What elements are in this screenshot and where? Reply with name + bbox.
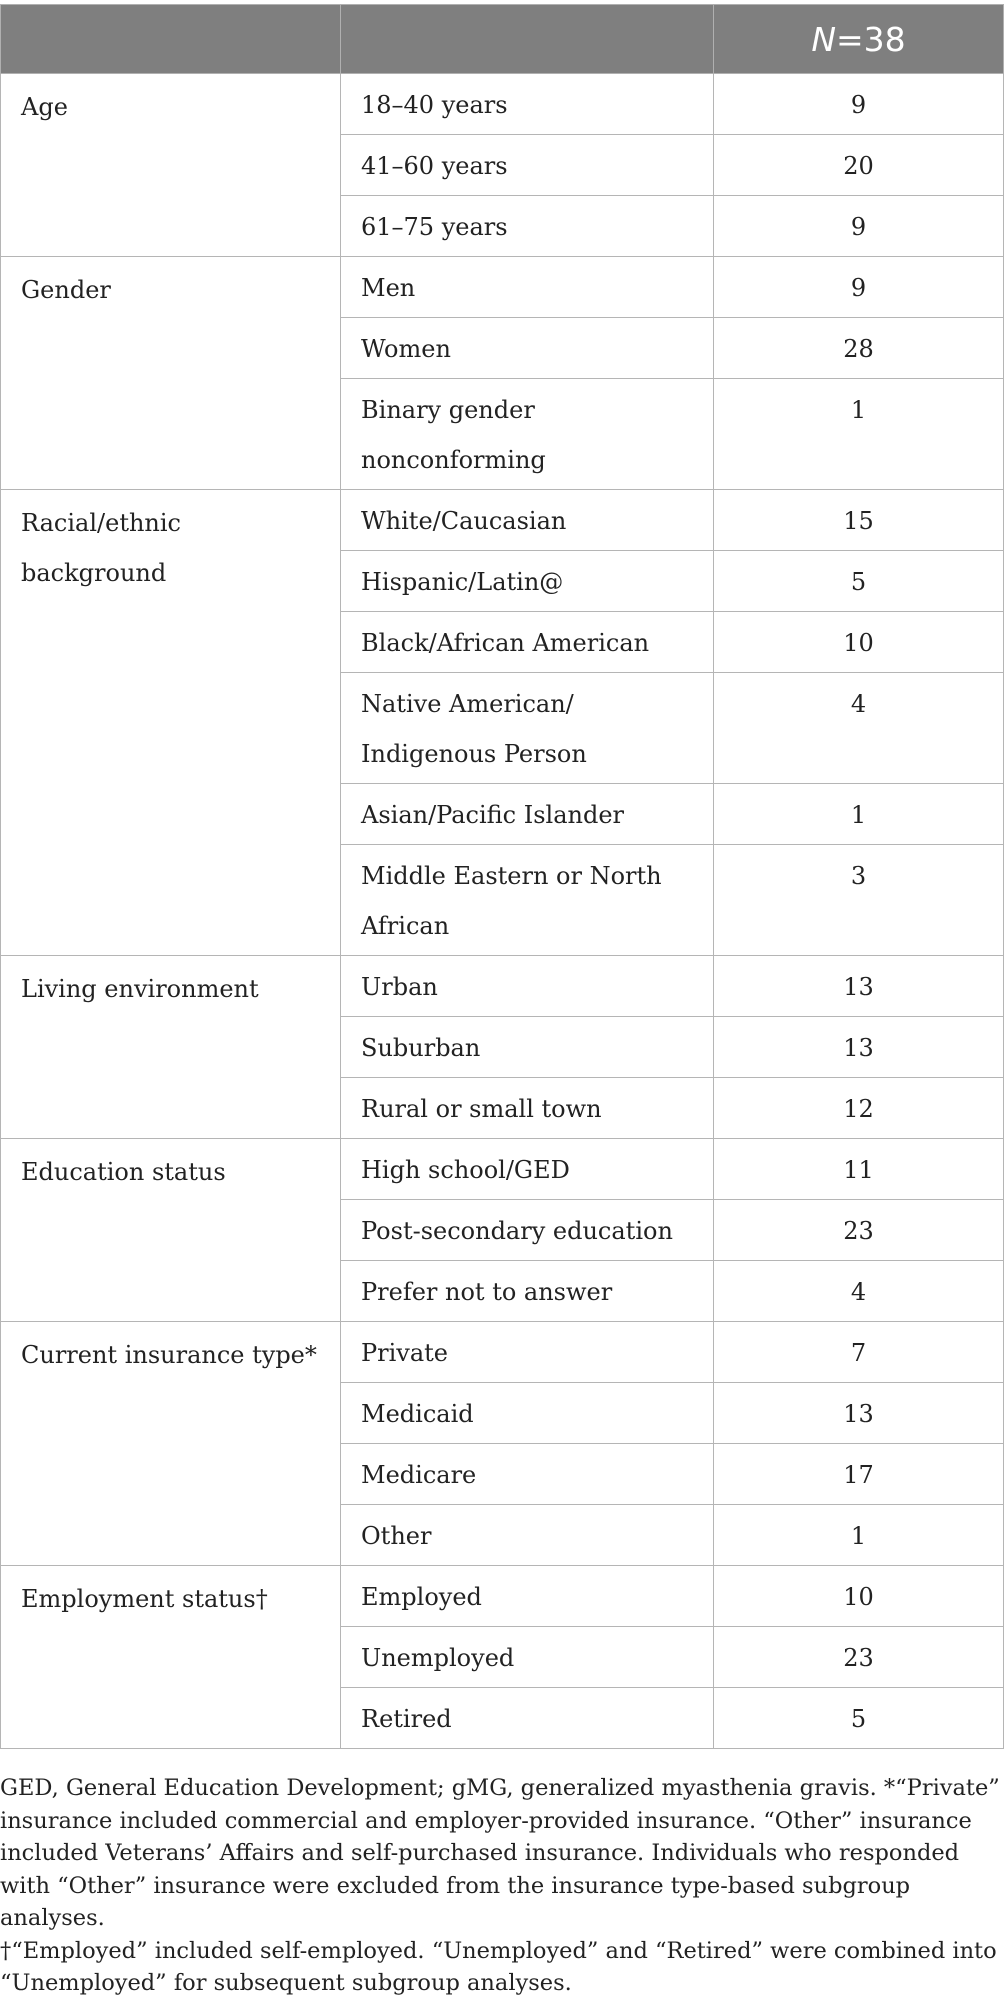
- count-cell: [714, 1444, 1004, 1505]
- subcategory-label: High school/GED: [361, 1156, 570, 1184]
- subcategory-cell: [341, 196, 714, 257]
- table-row: [1, 74, 1004, 135]
- subcategory-label: 18–40 years: [361, 91, 508, 119]
- header-n-label: N: [811, 19, 837, 59]
- category-cell: [1, 74, 341, 257]
- subcategory-label: Middle Eastern or North African: [361, 862, 662, 940]
- subcategory-label: Unemployed: [361, 1644, 515, 1672]
- count-value: 3: [850, 862, 867, 890]
- category-label: Education status: [21, 1158, 226, 1186]
- subcategory-cell: [341, 1383, 714, 1444]
- count-value: 28: [843, 335, 874, 363]
- category-cell: [1, 1322, 341, 1566]
- count-cell: [714, 1200, 1004, 1261]
- table-footnotes: [0, 1772, 1000, 2000]
- count-cell: [714, 551, 1004, 612]
- subcategory-label: 41–60 years: [361, 152, 508, 180]
- subcategory-cell: [341, 257, 714, 318]
- count-cell: [714, 1261, 1004, 1322]
- count-value: 1: [850, 1522, 867, 1550]
- subcategory-cell: [341, 1322, 714, 1383]
- subcategory-label: Post-secondary education: [361, 1217, 673, 1245]
- subcategory-label: Women: [361, 335, 451, 363]
- subcategory-label: Rural or small town: [361, 1095, 602, 1123]
- subcategory-label: 61–75 years: [361, 213, 508, 241]
- subcategory-cell: [341, 318, 714, 379]
- header-category: [1, 5, 341, 74]
- count-value: 20: [843, 152, 874, 180]
- footnote: †“Employed” included self-employed. “Unemployed” and “Retired” were combined into “Unemployed” for subsequent subgroup analyses.: [0, 1937, 997, 1996]
- count-cell: [714, 1627, 1004, 1688]
- category-cell: [1, 956, 341, 1139]
- count-value: 1: [850, 801, 867, 829]
- subcategory-cell: [341, 74, 714, 135]
- category-cell: [1, 1566, 341, 1749]
- header-n-value: =38: [836, 19, 906, 59]
- subcategory-label: White/Caucasian: [361, 507, 567, 535]
- subcategory-cell: [341, 379, 714, 490]
- subcategory-label: Asian/Pacific Islander: [361, 801, 625, 829]
- subcategory-cell: [341, 956, 714, 1017]
- footnote: GED, General Education Development; gMG, generalized myasthenia gravis. *“Private” insurance included commercial and employer-provided insurance. “Other” insurance included Veterans’ Affairs and self-purchased insurance. Individuals who responded with “Other” insurance were excluded from the insurance type-based subgroup analyses.: [0, 1775, 1000, 1931]
- count-cell: [714, 1383, 1004, 1444]
- subcategory-label: Medicaid: [361, 1400, 474, 1428]
- count-cell: [714, 257, 1004, 318]
- table-body: [1, 74, 1004, 1749]
- category-label: Racial/ethnic background: [21, 509, 181, 587]
- table-row: [1, 1139, 1004, 1200]
- subcategory-label: Binary gender nonconforming: [361, 396, 546, 474]
- count-cell: [714, 1078, 1004, 1139]
- subcategory-cell: [341, 551, 714, 612]
- subcategory-cell: [341, 1566, 714, 1627]
- count-value: 13: [843, 1400, 874, 1428]
- table-row: [1, 956, 1004, 1017]
- count-cell: [714, 74, 1004, 135]
- count-value: 7: [850, 1339, 867, 1367]
- subcategory-label: Urban: [361, 973, 438, 1001]
- subcategory-label: Retired: [361, 1705, 452, 1733]
- subcategory-cell: [341, 845, 714, 956]
- subcategory-cell: [341, 490, 714, 551]
- subcategory-cell: [341, 1444, 714, 1505]
- subcategory-cell: [341, 784, 714, 845]
- count-value: 11: [843, 1156, 874, 1184]
- category-cell: [1, 257, 341, 490]
- count-cell: [714, 784, 1004, 845]
- count-cell: [714, 1688, 1004, 1749]
- count-cell: [714, 1017, 1004, 1078]
- category-label: Living environment: [21, 975, 259, 1003]
- count-cell: [714, 1139, 1004, 1200]
- count-cell: [714, 318, 1004, 379]
- category-cell: [1, 1139, 341, 1322]
- count-value: 1: [850, 396, 867, 424]
- subcategory-label: Black/African American: [361, 629, 650, 657]
- subcategory-cell: [341, 1139, 714, 1200]
- count-cell: [714, 956, 1004, 1017]
- count-value: 13: [843, 973, 874, 1001]
- count-cell: [714, 490, 1004, 551]
- subcategory-cell: [341, 673, 714, 784]
- count-value: 9: [850, 274, 867, 302]
- count-value: 13: [843, 1034, 874, 1062]
- category-label: Age: [21, 93, 68, 121]
- subcategory-cell: [341, 1017, 714, 1078]
- count-cell: [714, 1505, 1004, 1566]
- table-row: [1, 1322, 1004, 1383]
- count-cell: [714, 1566, 1004, 1627]
- count-value: 15: [843, 507, 874, 535]
- subcategory-label: Other: [361, 1522, 432, 1550]
- count-value: 10: [843, 1583, 874, 1611]
- count-cell: [714, 196, 1004, 257]
- subcategory-label: Private: [361, 1339, 449, 1367]
- table-row: [1, 1566, 1004, 1627]
- subcategory-cell: [341, 1200, 714, 1261]
- category-cell: [1, 490, 341, 956]
- subcategory-label: Suburban: [361, 1034, 481, 1062]
- table-row: [1, 490, 1004, 551]
- subcategory-cell: [341, 1261, 714, 1322]
- subcategory-label: Prefer not to answer: [361, 1278, 613, 1306]
- demographics-table: [0, 4, 1004, 1749]
- category-label: Current insurance type*: [21, 1341, 317, 1369]
- category-label: Employment status†: [21, 1585, 268, 1613]
- subcategory-cell: [341, 612, 714, 673]
- category-label: Gender: [21, 276, 111, 304]
- header-n: [714, 5, 1004, 74]
- subcategory-label: Men: [361, 274, 416, 302]
- table-header-row: [1, 5, 1004, 74]
- count-value: 10: [843, 629, 874, 657]
- count-value: 9: [850, 213, 867, 241]
- header-subcategory: [341, 5, 714, 74]
- count-value: 23: [843, 1644, 874, 1672]
- table-row: [1, 257, 1004, 318]
- subcategory-label: Employed: [361, 1583, 482, 1611]
- count-cell: [714, 845, 1004, 956]
- count-cell: [714, 612, 1004, 673]
- count-cell: [714, 135, 1004, 196]
- count-value: 5: [850, 568, 867, 596]
- subcategory-label: Native American/ Indigenous Person: [361, 690, 587, 768]
- subcategory-cell: [341, 1078, 714, 1139]
- subcategory-cell: [341, 1688, 714, 1749]
- count-value: 12: [843, 1095, 874, 1123]
- count-cell: [714, 673, 1004, 784]
- count-value: 17: [843, 1461, 874, 1489]
- count-value: 4: [850, 690, 867, 718]
- subcategory-label: Medicare: [361, 1461, 477, 1489]
- count-cell: [714, 1322, 1004, 1383]
- count-value: 9: [850, 91, 867, 119]
- subcategory-cell: [341, 1627, 714, 1688]
- subcategory-cell: [341, 1505, 714, 1566]
- subcategory-cell: [341, 135, 714, 196]
- subcategory-label: Hispanic/Latin@: [361, 568, 564, 596]
- count-value: 23: [843, 1217, 874, 1245]
- count-value: 5: [850, 1705, 867, 1733]
- count-cell: [714, 379, 1004, 490]
- count-value: 4: [850, 1278, 867, 1306]
